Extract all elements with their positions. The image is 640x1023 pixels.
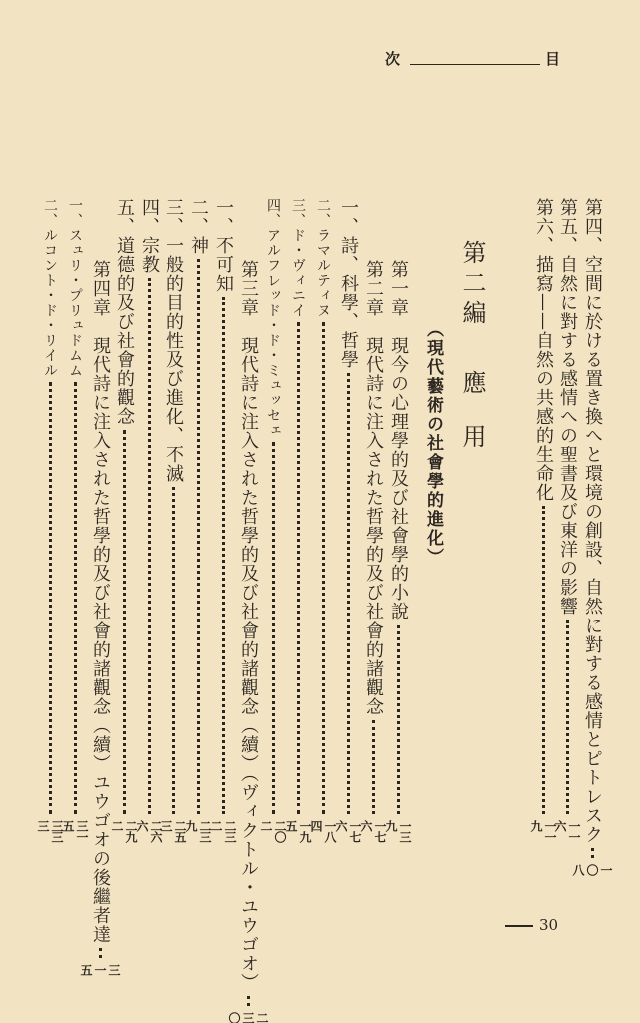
toc-entry-title: 第五、自然に對する感情への聖書及び東洋の影響 bbox=[557, 198, 578, 616]
dot-leader bbox=[591, 848, 594, 858]
part-number: 第二編 bbox=[458, 240, 486, 330]
toc-entry-page: 一〇八 bbox=[571, 864, 613, 875]
toc-entry-title: 一、詩、科學、哲學 bbox=[338, 198, 359, 369]
toc-entry-page: 一三九 bbox=[384, 820, 412, 842]
part-heading bbox=[455, 240, 490, 454]
toc-entry bbox=[286, 198, 310, 850]
toc-entry bbox=[386, 198, 410, 850]
dot-leader bbox=[99, 948, 102, 958]
toc-entry-title: 二、神 bbox=[188, 198, 209, 255]
page-number-value: 30 bbox=[539, 916, 559, 934]
toc-entry bbox=[38, 198, 62, 850]
dot-leader bbox=[347, 373, 350, 814]
toc-entry-page: 二〇二 bbox=[259, 820, 287, 842]
toc-entry bbox=[361, 198, 385, 850]
dot-leader bbox=[297, 322, 300, 814]
toc-entry-title: 二、ラマルティヌ bbox=[315, 198, 331, 318]
toc-entry-title: 第一章 現今の心理學的及び社會學的小說 bbox=[388, 260, 409, 621]
dot-leader bbox=[148, 278, 151, 814]
toc-entry-page: 二三九 bbox=[184, 820, 212, 842]
toc-entry-title: 第六、描寫——自然の共感的生命化 bbox=[533, 198, 554, 502]
toc-entry bbox=[555, 198, 579, 850]
dot-leader bbox=[542, 506, 545, 814]
dot-leader bbox=[123, 430, 126, 814]
toc-entry-title: 第四、空間に於ける置き換へと環境の創設、自然に對する感情とピトレスク bbox=[582, 198, 603, 844]
dot-leader bbox=[197, 259, 200, 814]
toc-entry-page: 一八四 bbox=[309, 820, 337, 842]
toc-entry-title: 五、道德的及び社會的觀念 bbox=[114, 198, 135, 426]
dot-leader bbox=[397, 625, 400, 814]
toc-entry-page: 三三三 bbox=[36, 820, 64, 842]
toc-entry-title: 三、ド・ヴィニイ bbox=[290, 198, 306, 318]
toc-entry bbox=[112, 198, 136, 850]
toc-entry bbox=[186, 198, 210, 850]
toc-entry bbox=[161, 198, 185, 850]
dot-leader bbox=[222, 297, 225, 814]
toc-entry bbox=[531, 198, 555, 850]
toc-entry-title: 一、スュリ・プリュドムム bbox=[67, 198, 83, 378]
toc-entry-title: 三、一般的目的性及び進化、不滅 bbox=[163, 198, 184, 483]
toc-entry-page: 二五三 bbox=[159, 820, 187, 842]
part-title-2: 用 bbox=[458, 424, 486, 454]
part-title-1: 應 bbox=[458, 370, 486, 400]
page-number bbox=[505, 916, 558, 934]
toc-entry-title: 第四章 現代詩に注入された哲學的及び社會的諸觀念（續）ユウゴオの後繼者達 bbox=[90, 260, 111, 944]
toc-entry-title: 一、不可知 bbox=[213, 198, 234, 293]
header-char-left: 次 bbox=[385, 50, 401, 68]
dot-leader bbox=[172, 487, 175, 814]
toc-entry bbox=[336, 198, 360, 850]
page-dash bbox=[505, 925, 533, 927]
toc-entry bbox=[261, 198, 285, 850]
header-rule bbox=[410, 64, 540, 65]
toc-entry-title: 第二章 現代詩に注入された哲學的及び社會的諸觀念 bbox=[363, 260, 384, 716]
toc-entry-page: 二三〇 bbox=[227, 1012, 269, 1023]
header-char-right: 目 bbox=[545, 50, 561, 68]
toc-entry-page: 一一九 bbox=[529, 820, 557, 842]
toc-entry bbox=[227, 198, 269, 1023]
running-header bbox=[385, 48, 565, 68]
toc-entry bbox=[311, 198, 335, 850]
toc-entry-title: 二、ルコント・ド・リイル bbox=[42, 198, 58, 378]
dot-leader bbox=[566, 620, 569, 814]
toc-entry bbox=[137, 198, 161, 850]
toc-entry-page: 一九五 bbox=[284, 820, 312, 842]
toc-entry-page: 一七六 bbox=[334, 820, 362, 842]
toc-entry-page: 一七六 bbox=[359, 820, 387, 842]
toc-entry-title: 四、宗教 bbox=[139, 198, 160, 274]
dot-leader bbox=[247, 996, 250, 1006]
toc-entry bbox=[571, 198, 613, 875]
toc-entry-page: 一一六 bbox=[553, 820, 581, 842]
toc-entry bbox=[211, 198, 235, 850]
toc-entry bbox=[63, 198, 87, 850]
dot-leader bbox=[49, 382, 52, 814]
dot-leader bbox=[272, 442, 275, 814]
toc-entry-page: 三一五 bbox=[79, 964, 121, 975]
dot-leader bbox=[74, 382, 77, 814]
part-subtitle: （現代藝術の社會學的進化） bbox=[423, 320, 443, 567]
toc-entry-page: 二三二 bbox=[209, 820, 237, 842]
toc-entry bbox=[79, 198, 121, 975]
toc-entry-page: 二六六 bbox=[135, 820, 163, 842]
toc-entry-title: 四、アルフレッド・ド・ミュッセェ bbox=[265, 198, 281, 438]
dot-leader bbox=[322, 322, 325, 814]
dot-leader bbox=[372, 720, 375, 814]
toc-entry-page: 二九二 bbox=[110, 820, 138, 842]
toc-entry-title: 第三章 現代詩に注入された哲學的及び社會的諸觀念（續）（ヴィクトル・ユウゴオ） bbox=[238, 260, 259, 992]
toc-entry-page: 三一五 bbox=[61, 820, 89, 842]
